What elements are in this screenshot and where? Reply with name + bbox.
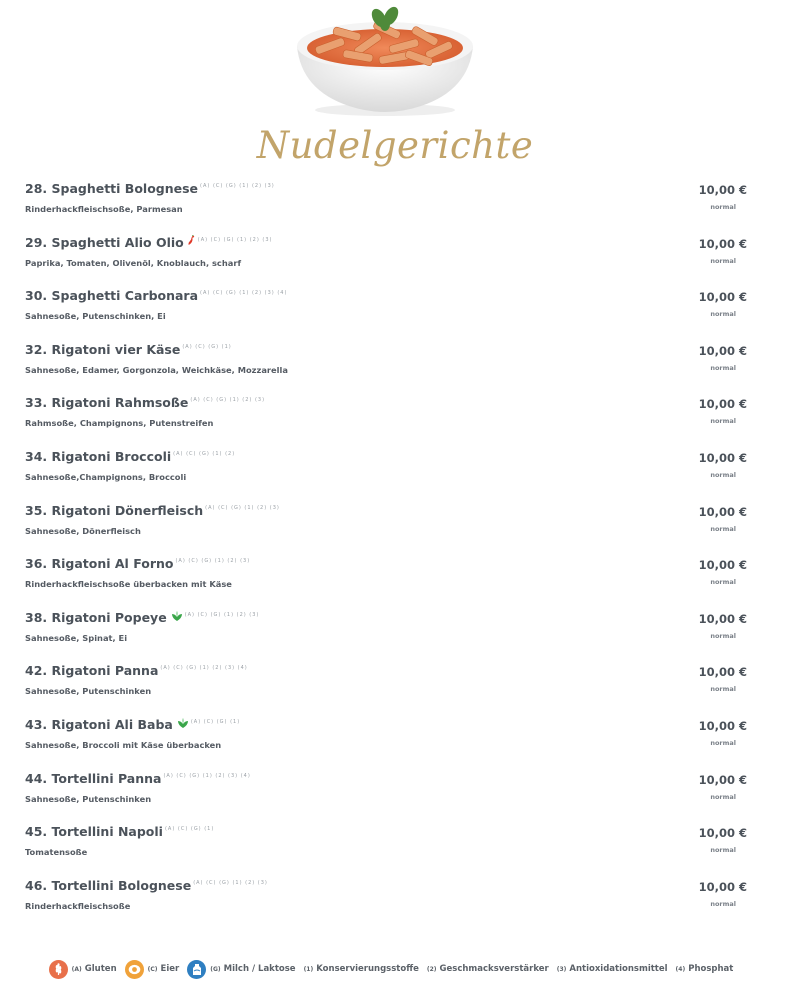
allergen-marks: (A) (C) (G) (1): [190, 718, 241, 725]
item-size: normal: [710, 470, 736, 479]
legend-entry-flavor-enhancer: [427, 964, 549, 974]
legend-code: (2): [426, 965, 437, 973]
item-description: Rinderhackfleischsoße überbacken mit Käse: [25, 579, 232, 590]
allergen-legend: [0, 958, 790, 980]
item-name: 38. Rigatoni Popeye: [25, 609, 167, 625]
allergen-marks: (A) (C) (G) (1) (2) (3): [200, 183, 275, 189]
item-name: 45. Tortellini Napoli: [25, 824, 163, 840]
menu-item[interactable]: [25, 715, 750, 769]
item-price: 10,00 €: [698, 397, 747, 412]
item-price: 10,00 €: [698, 826, 747, 841]
milk-icon: [187, 960, 206, 979]
menu-item[interactable]: [25, 876, 750, 930]
item-name: 42. Rigatoni Panna: [25, 663, 159, 679]
wheat-icon: [49, 960, 68, 979]
item-size: normal: [710, 738, 736, 747]
item-price: 10,00 €: [698, 450, 747, 465]
menu-item[interactable]: [25, 769, 750, 823]
legend-label: Konservierungsstoffe: [316, 964, 419, 974]
allergen-marks: (A) (C) (G) (1) (2) (3) (4): [160, 665, 248, 672]
item-description: Sahnesoße, Putenschinken: [25, 686, 152, 697]
item-price: 10,00 €: [698, 290, 747, 305]
menu-item[interactable]: [25, 608, 750, 662]
menu-item[interactable]: [25, 233, 750, 287]
allergen-marks: (A) (C) (G) (1) (2): [173, 450, 236, 457]
legend-label: Phosphat: [688, 964, 734, 974]
item-price: 10,00 €: [698, 236, 747, 251]
pasta-bowl-image: [293, 2, 477, 118]
item-size: normal: [710, 310, 736, 319]
menu-item[interactable]: [25, 822, 750, 876]
page-title: Nudelgerichte: [256, 124, 534, 167]
item-size: normal: [710, 578, 736, 587]
allergen-marks: (A) (C) (G) (1) (2) (3): [193, 879, 268, 886]
item-name: 46. Tortellini Bolognese: [25, 877, 192, 893]
item-size: normal: [710, 685, 736, 694]
allergen-marks: (A) (C) (G) (1) (2) (3): [197, 236, 273, 243]
item-name: 30. Spaghetti Carbonara: [25, 288, 199, 304]
item-name: 29. Spaghetti Alio Olio: [25, 234, 184, 250]
legend-entry-eggs: [125, 960, 180, 979]
allergen-marks: (A) (C) (G) (1) (2) (3) (4): [163, 772, 251, 779]
item-size: normal: [710, 899, 736, 908]
item-description: Sahnesoße,Champignons, Broccoli: [25, 471, 187, 482]
item-name: 32. Rigatoni vier Käse: [25, 341, 181, 357]
item-description: Sahnesoße, Putenschinken, Ei: [25, 311, 166, 322]
vegetarian-leaf-icon: [171, 611, 183, 622]
menu-item[interactable]: [25, 286, 750, 340]
item-price: 10,00 €: [698, 183, 747, 197]
item-size: normal: [710, 846, 736, 855]
menu-item[interactable]: [25, 501, 750, 555]
menu-item[interactable]: [25, 179, 750, 233]
allergen-marks: (A) (C) (G) (1) (2) (3) (4): [200, 290, 288, 297]
item-price: 10,00 €: [698, 665, 747, 680]
menu-item[interactable]: [25, 393, 750, 447]
item-description: Sahnesoße, Broccoli mit Käse überbacken: [25, 739, 222, 750]
item-size: normal: [710, 792, 736, 801]
legend-code: (1): [303, 965, 314, 973]
legend-code: (C): [147, 965, 158, 973]
item-price: 10,00 €: [698, 772, 747, 787]
allergen-marks: (A) (C) (G) (1) (2) (3): [205, 504, 280, 511]
legend-code: (4): [675, 965, 686, 973]
item-size: normal: [710, 524, 736, 533]
item-description: Sahnesoße, Edamer, Gorgonzola, Weichkäse, Mozzarella: [25, 364, 288, 375]
allergen-marks: (A) (C) (G) (1) (2) (3): [175, 558, 251, 565]
menu-list: [25, 179, 750, 929]
item-price: 10,00 €: [698, 558, 747, 573]
legend-label: Milch / Laktose: [223, 964, 296, 974]
legend-entry-milk: [187, 960, 295, 979]
allergen-marks: (A) (C) (G) (1): [164, 826, 215, 833]
item-description: Paprika, Tomaten, Olivenöl, Knoblauch, scharf: [25, 257, 242, 268]
chili-icon: [187, 235, 196, 246]
item-name: 33. Rigatoni Rahmsoße: [25, 395, 189, 411]
item-price: 10,00 €: [698, 611, 747, 626]
legend-label: Antioxidationsmittel: [569, 964, 668, 974]
item-price: 10,00 €: [698, 879, 747, 894]
allergen-marks: (A) (C) (G) (1) (2) (3): [184, 611, 260, 618]
item-description: Rinderhackfleischsoße, Parmesan: [25, 204, 183, 214]
legend-code: (3): [556, 965, 567, 973]
item-size: normal: [710, 417, 736, 426]
vegetarian-leaf-icon: [177, 718, 189, 729]
item-name: 28. Spaghetti Bolognese: [25, 181, 199, 196]
menu-item[interactable]: [25, 661, 750, 715]
item-description: Sahnesoße, Putenschinken: [25, 793, 152, 804]
item-name: 36. Rigatoni Al Forno: [25, 556, 174, 572]
item-description: Sahnesoße, Dönerfleisch: [25, 525, 141, 536]
legend-code: (A): [71, 965, 82, 973]
item-name: 43. Rigatoni Ali Baba: [25, 716, 173, 732]
menu-item[interactable]: [25, 554, 750, 608]
item-price: 10,00 €: [698, 504, 747, 519]
legend-entry-phosphate: [676, 964, 734, 974]
legend-entry-gluten: [49, 960, 117, 979]
legend-code: (G): [210, 965, 221, 973]
legend-label: Geschmacksverstärker: [439, 964, 549, 974]
legend-entry-preservatives: [304, 964, 419, 974]
item-price: 10,00 €: [698, 718, 747, 733]
item-name: 35. Rigatoni Dönerfleisch: [25, 502, 204, 518]
item-price: 10,00 €: [698, 343, 747, 358]
legend-entry-antioxidants: [557, 964, 668, 974]
menu-item[interactable]: [25, 447, 750, 501]
item-description: Rinderhackfleischsoße: [25, 900, 131, 911]
item-description: Tomatensoße: [25, 847, 88, 858]
item-name: 44. Tortellini Panna: [25, 770, 162, 786]
menu-item[interactable]: [25, 340, 750, 394]
allergen-marks: (A) (C) (G) (1): [182, 343, 232, 350]
legend-label: Gluten: [84, 964, 117, 974]
item-description: Sahnesoße, Spinat, Ei: [25, 632, 128, 643]
item-description: Rahmsoße, Champignons, Putenstreifen: [25, 418, 214, 429]
allergen-marks: (A) (C) (G) (1) (2) (3): [190, 397, 266, 404]
item-size: normal: [710, 631, 736, 640]
item-size: normal: [710, 256, 736, 265]
item-name: 34. Rigatoni Broccoli: [25, 448, 172, 464]
item-size: normal: [710, 203, 736, 211]
egg-icon: [125, 960, 144, 979]
legend-label: Eier: [160, 964, 180, 974]
item-size: normal: [710, 363, 736, 372]
